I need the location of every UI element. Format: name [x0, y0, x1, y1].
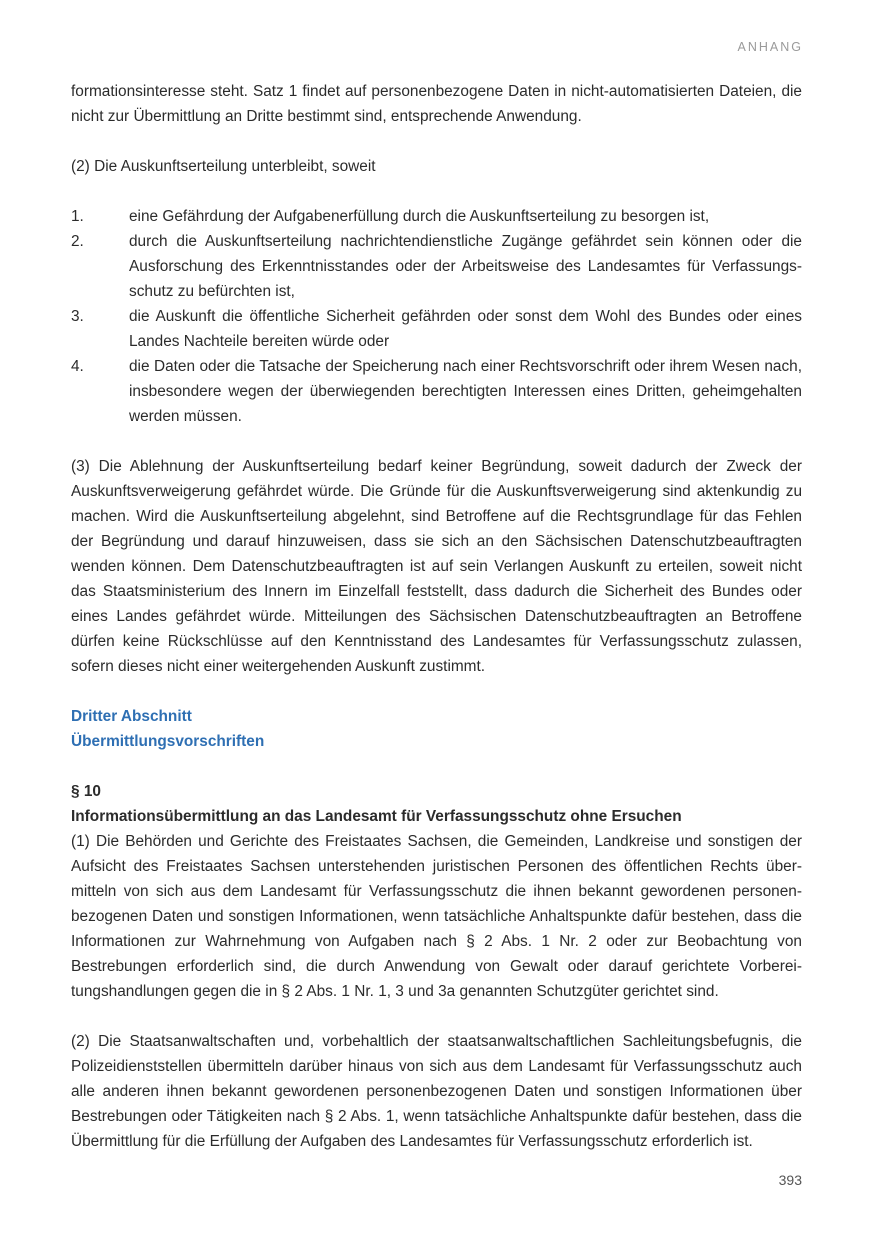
list-item — [71, 204, 802, 229]
numbered-list — [71, 204, 802, 429]
paragraph-title: Informationsübermittlung an das Landesamt für Verfassungsschutz ohne Ersuchen — [71, 808, 682, 825]
list-item-text: die Auskunft die öffentliche Sicherheit gefährden oder sonst dem Wohl des Bundes oder eines Landes Nachteile bereiten würde oder — [129, 308, 802, 350]
section-title-subject: Übermittlungsvorschriften — [71, 733, 265, 750]
list-item — [71, 354, 802, 429]
paragraph-2-intro: (2) Die Auskunftserteilung unterbleibt, soweit — [71, 158, 376, 175]
section-title-part: Dritter Abschnitt — [71, 708, 192, 725]
running-header: ANHANG — [737, 40, 803, 54]
list-item — [71, 229, 802, 304]
list-item-number: 2. — [71, 233, 84, 250]
paragraph-number: § 10 — [71, 783, 101, 800]
list-item-number: 3. — [71, 308, 84, 325]
list-item-text: eine Gefährdung der Aufgabenerfüllung durch die Auskunftserteilung zu besorgen ist, — [129, 208, 710, 225]
list-item-text: die Daten oder die Tatsache der Speicherung nach einer Rechtsvorschrift oder ihrem Wesen nach, insbesondere wegen der überwiegenden berechtigten Interessen eines Dritten, geheimgehalten werden müssen. — [129, 358, 802, 425]
list-item-number: 4. — [71, 358, 84, 375]
list-item-number: 1. — [71, 208, 84, 225]
page-number: 393 — [778, 1172, 802, 1188]
list-item — [71, 304, 802, 354]
section-10-paragraph-2: (2) Die Staatsanwaltschaften und, vorbehaltlich der staatsanwaltschaftlichen Sachleitungsbefugnis, die Polizeidienststellen übermitteln darüber hinaus von sich aus dem Landesamt für Verfassungsschutz auch alle anderen ihnen bekannt gewordenen personenbezogenen Daten und sonstigen Informationen über Bestrebungen oder Tätigkeiten nach § 2 Abs. 1, wenn tatsächliche Anhaltspunkte dafür bestehen, dass die Übermittlung für die Erfüllung der Aufgaben des Landesamtes für Verfassungsschutz erforderlich ist. — [71, 1033, 802, 1150]
page-body — [71, 79, 802, 1154]
intro-paragraph: formationsinteresse steht. Satz 1 findet auf personenbezogene Daten in nicht-automatisierten Dateien, die nicht zur Übermittlung an Dritte bestimmt sind, entsprechende Anwendung. — [71, 83, 802, 125]
list-item-text: durch die Auskunftserteilung nachrichtendienstliche Zugänge gefährdet sein können oder die Ausforschung des Erkenntnisstandes oder der Arbeitsweise des Landesamtes für Verfassungsschutz zu befürchten ist, — [129, 233, 802, 300]
paragraph-3: (3) Die Ablehnung der Auskunftserteilung bedarf keiner Begründung, soweit dadurch der Zweck der Auskunftsverweigerung gefährdet würde. Die Gründe für die Auskunftsverweigerung sind aktenkundig zu machen. Wird die Auskunftserteilung abgelehnt, sind Betroffene auf die Rechtsgrundlage für das Fehlen der Begründung und darauf hinzuweisen, dass sie sich an den Sächsischen Datenschutzbeauftragten wenden können. Dem Datenschutzbeauftragten ist auf sein Verlangen Auskunft zu erteilen, soweit nicht das Staatsministerium des Innern im Einzelfall feststellt, dass dadurch die Sicherheit des Bundes oder eines Landes gefährdet würde. Mitteilungen des Sächsischen Datenschutzbeauftragten an Betroffene dürfen keine Rückschlüsse auf den Kenntnisstand des Landesamtes für Verfassungsschutz zulassen, sofern dieses nicht einer weitergehenden Auskunft zustimmt. — [71, 458, 802, 675]
section-10-paragraph-1: (1) Die Behörden und Gerichte des Freistaates Sachsen, die Gemeinden, Landkreise und sonstigen der Aufsicht des Freistaates Sachsen unterstehenden juristischen Personen des öffentlichen Rechts übermitteln von sich aus dem Landesamt für Verfassungsschutz die ihnen bekannt gewordenen personenbezogenen Daten und sonstigen Informationen, wenn tatsächliche Anhaltspunkte dafür bestehen, dass die Informationen zur Wahrnehmung von Aufgaben nach § 2 Abs. 1 Nr. 2 oder zur Beobachtung von Bestrebungen erforderlich sind, die durch Anwendung von Gewalt oder darauf gerichtete Vorbereitungshandlungen gegen die in § 2 Abs. 1 Nr. 1, 3 und 3a genannten Schutzgüter gerichtet sind. — [71, 833, 802, 1000]
